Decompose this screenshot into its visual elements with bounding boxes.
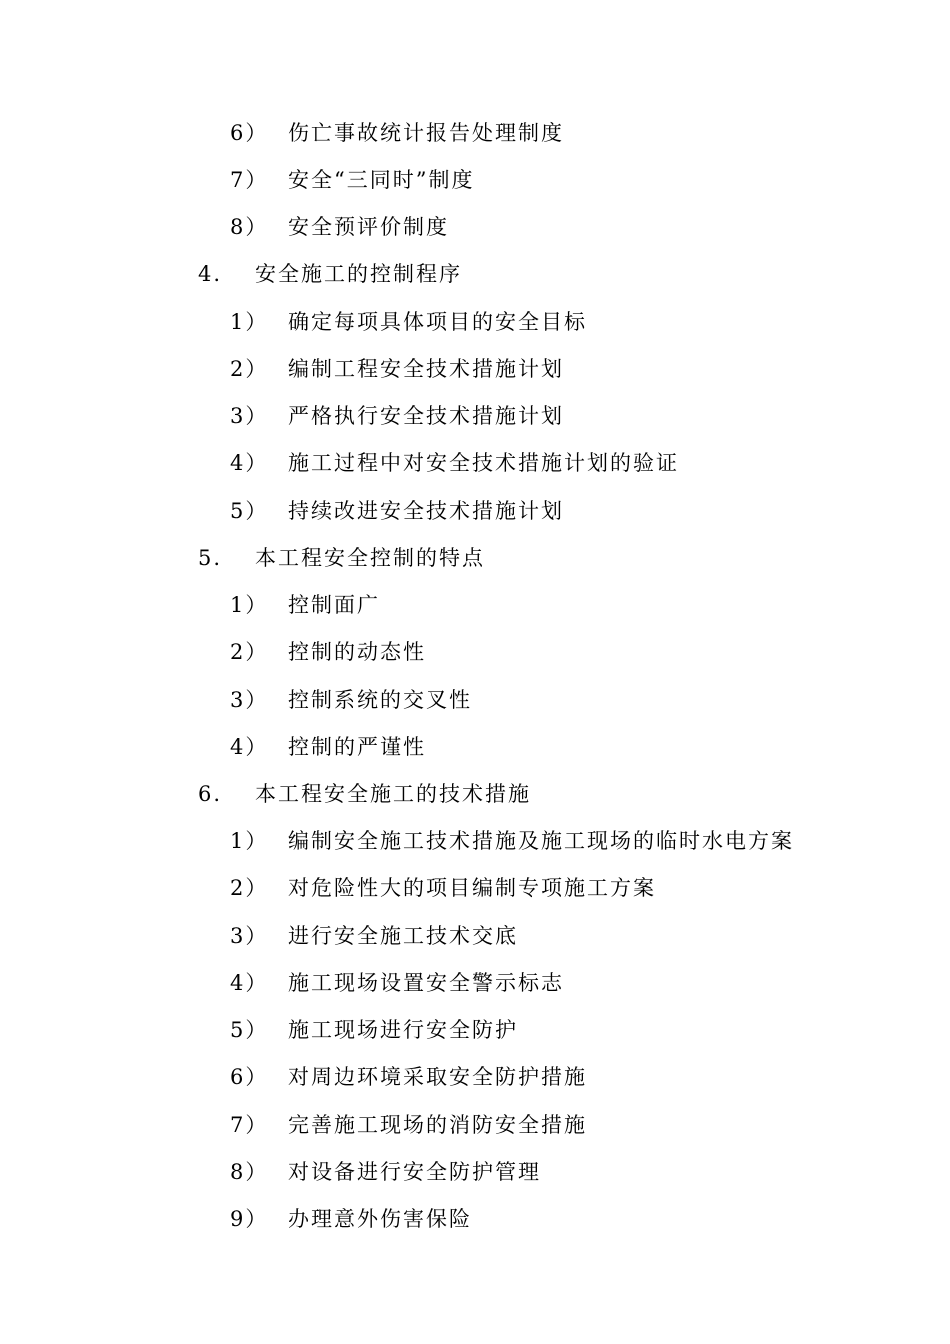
- item-text: 编制安全施工技术措施及施工现场的临时水电方案: [288, 829, 794, 853]
- item-text: 严格执行安全技术措施计划: [288, 404, 564, 428]
- section-number: 4.: [198, 262, 223, 286]
- item-text: 控制面广: [288, 593, 380, 617]
- section-title: 本工程安全施工的技术措施: [255, 782, 531, 806]
- item-text: 施工过程中对安全技术措施计划的验证: [288, 451, 679, 475]
- item-number: 2）: [230, 357, 269, 381]
- item-number: 4）: [230, 735, 269, 759]
- item-number: 3）: [230, 924, 269, 948]
- item-text: 持续改进安全技术措施计划: [288, 499, 564, 523]
- item-text: 确定每项具体项目的安全目标: [288, 310, 587, 334]
- item-number: 5）: [230, 499, 269, 523]
- item-text: 进行安全施工技术交底: [288, 924, 518, 948]
- item-text: 对周边环境采取安全防护措施: [288, 1065, 587, 1089]
- item-number: 3）: [230, 688, 269, 712]
- item-text: 施工现场设置安全警示标志: [288, 971, 564, 995]
- item-text: 伤亡事故统计报告处理制度: [288, 121, 564, 145]
- item-number: 2）: [230, 640, 269, 664]
- item-number: 6）: [230, 1065, 269, 1089]
- item-number: 8）: [230, 215, 269, 239]
- item-text: 控制的动态性: [288, 640, 426, 664]
- item-number: 9）: [230, 1207, 269, 1231]
- section-title: 安全施工的控制程序: [255, 262, 462, 286]
- item-text: 安全预评价制度: [288, 215, 449, 239]
- item-text: 施工现场进行安全防护: [288, 1018, 518, 1042]
- section-number: 5.: [198, 546, 223, 570]
- section-title: 本工程安全控制的特点: [255, 546, 485, 570]
- item-number: 8）: [230, 1160, 269, 1184]
- section-number: 6.: [198, 782, 223, 806]
- item-text: 安全“三同时”制度: [288, 168, 475, 192]
- item-text: 编制工程安全技术措施计划: [288, 357, 564, 381]
- item-number: 7）: [230, 168, 269, 192]
- item-text: 对危险性大的项目编制专项施工方案: [288, 876, 656, 900]
- item-number: 2）: [230, 876, 269, 900]
- item-number: 1）: [230, 829, 269, 853]
- item-number: 1）: [230, 593, 269, 617]
- item-number: 7）: [230, 1113, 269, 1137]
- item-number: 6）: [230, 121, 269, 145]
- item-text: 办理意外伤害保险: [288, 1207, 472, 1231]
- item-text: 控制系统的交叉性: [288, 688, 472, 712]
- item-number: 4）: [230, 971, 269, 995]
- item-text: 完善施工现场的消防安全措施: [288, 1113, 587, 1137]
- item-number: 3）: [230, 404, 269, 428]
- item-number: 1）: [230, 310, 269, 334]
- item-text: 对设备进行安全防护管理: [288, 1160, 541, 1184]
- item-text: 控制的严谨性: [288, 735, 426, 759]
- item-number: 4）: [230, 451, 269, 475]
- item-number: 5）: [230, 1018, 269, 1042]
